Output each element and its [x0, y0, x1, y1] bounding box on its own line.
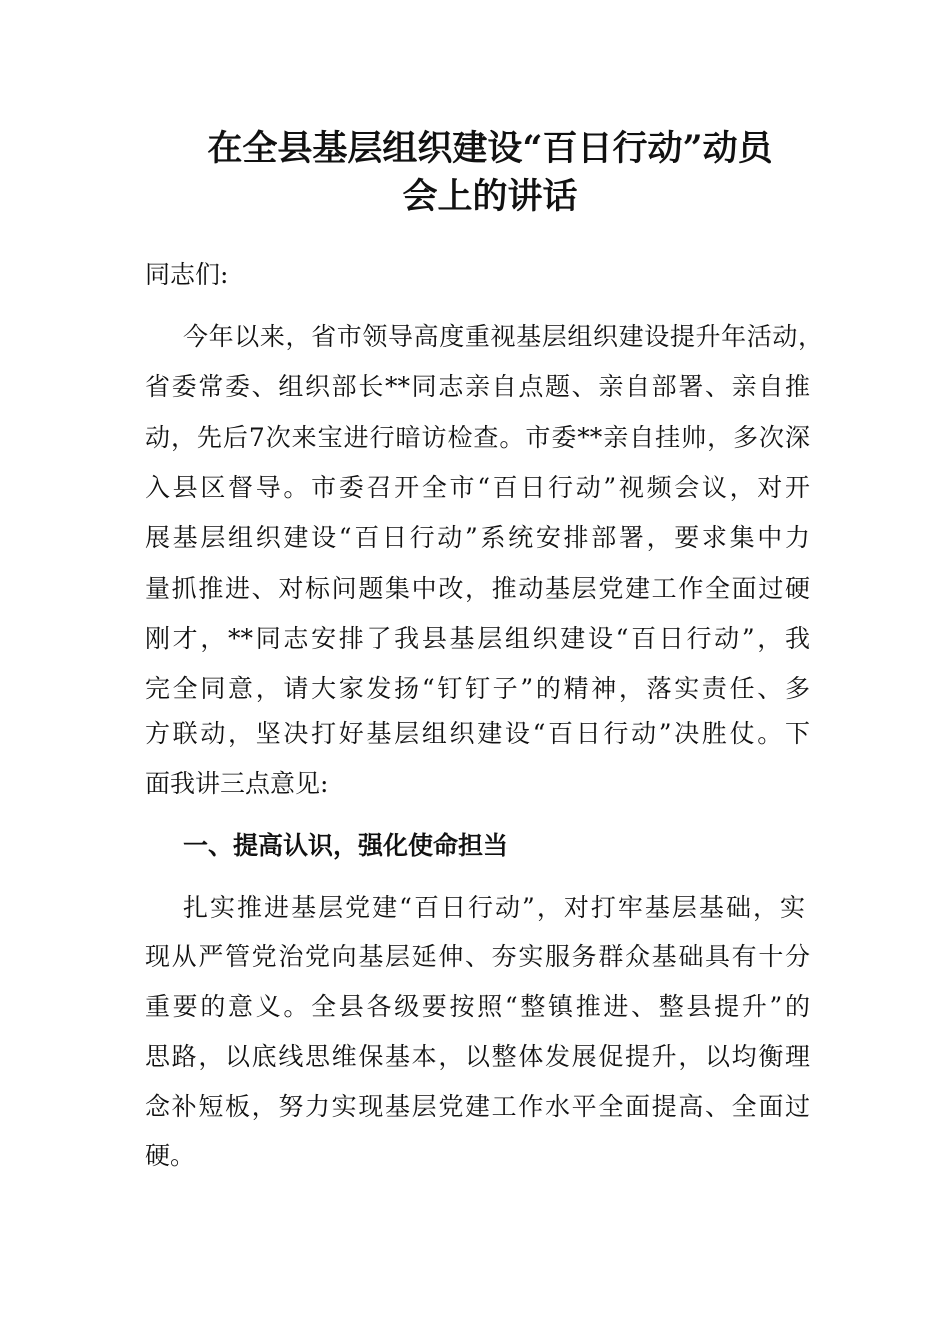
- para2-line: 扎实推进基层党建“百日行动”，对打牢基层基础，实: [183, 893, 805, 922]
- section-heading-1: 一、提高认识，强化使命担当: [183, 831, 509, 860]
- para1-line: 完全同意，请大家发扬“钉钉子”的精神，落实责任、多: [145, 674, 810, 703]
- para1-line: 量抓推进、对标问题集中改，推动基层党建工作全面过硬: [145, 574, 810, 603]
- salutation: 同志们:: [145, 260, 229, 289]
- para1-line: 入县区督导。市委召开全市“百日行动”视频会议，对开: [145, 473, 810, 502]
- para1-line: 刚才，**同志安排了我县基层组织建设“百日行动”，我: [145, 624, 810, 653]
- para1-line: 省委常委、组织部长**同志亲自点题、亲自部署、亲自推: [145, 372, 810, 401]
- title-line-1: 在全县基层组织建设“百日行动”动员: [207, 128, 773, 169]
- para1-line: 方联动，坚决打好基层组织建设“百日行动”决胜仗。下: [145, 719, 810, 748]
- para2-line: 重要的意义。全县各级要按照“整镇推进、整县提升”的: [145, 992, 810, 1021]
- para2-line: 念补短板，努力实现基层党建工作水平全面提高、全面过: [145, 1092, 810, 1121]
- para2-line: 现从严管党治党向基层延伸、夯实服务群众基础具有十分: [145, 942, 810, 971]
- para1-line: 展基层组织建设“百日行动”系统安排部署，要求集中力: [145, 523, 810, 552]
- title-line-2: 会上的讲话: [402, 176, 578, 217]
- para1-line: 面我讲三点意见:: [145, 769, 329, 798]
- para1-line: 动，先后7次来宝进行暗访检查。市委**亲自挂帅，多次深: [145, 423, 810, 452]
- para2-line: 硬。: [145, 1141, 196, 1170]
- para1-line: 今年以来，省市领导高度重视基层组织建设提升年活动，: [183, 322, 823, 351]
- para2-line: 思路，以底线思维保基本，以整体发展促提升，以均衡理: [145, 1042, 810, 1071]
